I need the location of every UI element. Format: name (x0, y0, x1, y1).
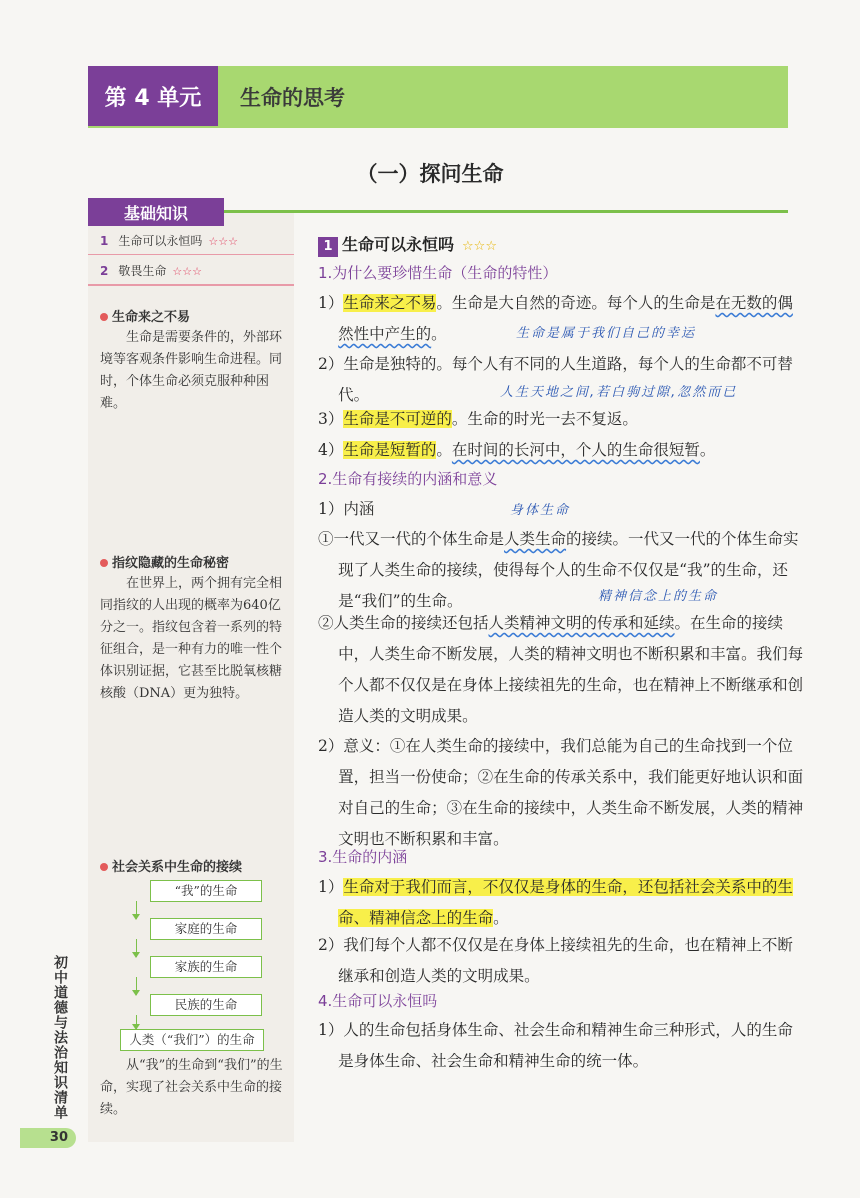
basic-knowledge-label: 基础知识 (88, 198, 224, 226)
divider (88, 254, 294, 255)
flow-node: 民族的生命 (150, 994, 262, 1016)
toc-num: 2 (100, 264, 109, 278)
star-icon: ☆☆☆ (462, 239, 497, 254)
arrow-down-icon (132, 952, 140, 958)
unit-label: 第 4 单元 (88, 66, 218, 126)
bullet-icon (100, 313, 108, 321)
paragraph: 1）生命对于我们而言，不仅仅是身体的生命，还包括社会关系中的生命、精神信念上的生命。 (318, 878, 793, 927)
box-title-text: 指纹隐藏的生命秘密 (112, 556, 230, 571)
flow-node: 家族的生命 (150, 956, 262, 978)
paragraph: ①一代又一代的个体生命是人类生命的接续。一代又一代的个体生命实现了人类生命的接续，使得每个人的生命不仅仅是“我”的生命，还是“我们”的生命。 (318, 530, 799, 610)
highlight: 生命是不可逆的 (343, 410, 452, 428)
handwritten-note: 生命是属于我们自己的幸运 (516, 326, 697, 341)
flow-node: 人类（“我们”）的生命 (120, 1029, 264, 1051)
highlight: 生命来之不易 (343, 294, 437, 312)
toc-num: 1 (100, 234, 109, 248)
underline-wavy: 在无数的偶然性中产生的 (338, 294, 793, 343)
highlight: 生命对于我们而言，不仅仅是身体的生命，还包括社会关系中的生命、精神信念上的生命 (338, 878, 793, 927)
paragraph: 2）生命是独特的。每个人有不同的人生道路，每个人的生命都不可替代。 (318, 355, 793, 404)
topic-title: 生命可以永恒吗 (342, 235, 455, 254)
toc-item-2 (100, 262, 286, 279)
subheading: 4.生命可以永恒吗 (318, 992, 438, 1010)
bullet-icon (100, 559, 108, 567)
paragraph: 1）内涵 (318, 500, 375, 518)
section-title: （一）探问生命 (356, 162, 504, 186)
box-title-text: 社会关系中生命的接续 (112, 860, 243, 875)
box-text: 从“我”的生命到“我们”的生命，实现了社会关系中生命的接续。 (100, 1058, 283, 1117)
page-number: 30 (20, 1128, 76, 1148)
paragraph: 4）生命是短暂的。在时间的长河中，个人的生命很短暂。 (318, 441, 716, 459)
star-icon: ☆☆☆ (172, 265, 202, 278)
paragraph: 3）生命是不可逆的。生命的时光一去不复返。 (318, 410, 638, 428)
box-title (100, 306, 290, 325)
flow-node: 家庭的生命 (150, 918, 262, 940)
divider (224, 210, 788, 213)
underline-wavy: 在时间的长河中，个人的生命很短暂 (451, 441, 700, 459)
box-title (100, 552, 290, 571)
unit-title: 生命的思考 (240, 86, 345, 110)
bullet-icon (100, 863, 108, 871)
book-title-vertical: 初中道德与法治知识清单 (52, 955, 68, 1120)
handwritten-note: 精神信念上的生命 (598, 589, 719, 604)
paragraph: 2）意义：①在人类生命的接续中，我们总能为自己的生命找到一个位置，担当一份使命；②在生命的传承关系中，我们能更好地认识和面对自己的生命；③在生命的接续中，人类生命不断发展，人类的精神文明也不断积累和丰富。 (318, 737, 804, 848)
paragraph: 1）生命来之不易。生命是大自然的奇迹。每个人的生命是在无数的偶然性中产生的。 (318, 294, 793, 343)
subheading: 2.生命有接续的内涵和意义 (318, 470, 498, 488)
subheading: 1.为什么要珍惜生命（生命的特性） (318, 264, 558, 282)
topic-heading (318, 232, 497, 257)
box-text: 在世界上，两个拥有完全相同指纹的人出现的概率为640亿分之一。指纹包含着一系列的特征组合，是一种有力的唯一性个体识别证据，它甚至比脱氧核糖核酸（DNA）更为独特。 (100, 576, 283, 701)
arrow-down-icon (132, 990, 140, 996)
topic-number: 1 (318, 237, 338, 257)
paragraph: ②人类生命的接续还包括人类精神文明的传承和延续。在生命的接续中，人类生命不断发展，人类的精神文明也不断积累和丰富。我们每个人都不仅仅是在身体上接续祖先的生命，也在精神上不断继承和创造人类的文明成果。 (318, 614, 804, 725)
box-text: 生命是需要条件的，外部环境等客观条件影响生命进程。同时，个体生命必须克服种种困难。 (100, 330, 283, 411)
box-title-text: 生命来之不易 (112, 310, 191, 325)
paragraph: 1）人的生命包括身体生命、社会生命和精神生命三种形式，人的生命是身体生命、社会生命和精神生命的统一体。 (318, 1021, 793, 1070)
underline-wavy: 人类生命 (504, 530, 567, 548)
toc-item-1 (100, 232, 286, 249)
highlight: 生命是短暂的 (343, 441, 437, 459)
divider (88, 284, 294, 286)
star-icon: ☆☆☆ (208, 235, 238, 248)
box-title (100, 856, 290, 875)
flow-node: “我”的生命 (150, 880, 262, 902)
handwritten-note: 身体生命 (510, 503, 571, 518)
underline-wavy: 人类精神文明的传承和延续 (488, 614, 675, 632)
toc-label: 生命可以永恒吗 (118, 234, 203, 248)
subheading: 3.生命的内涵 (318, 848, 408, 866)
paragraph: 2）我们每个人都不仅仅是在身体上接续祖先的生命，也在精神上不断继承和创造人类的文明成果。 (318, 936, 793, 985)
handwritten-note: 人生天地之间,若白驹过隙,忽然而已 (500, 385, 738, 400)
toc-label: 敬畏生命 (118, 264, 167, 278)
arrow-down-icon (132, 914, 140, 920)
